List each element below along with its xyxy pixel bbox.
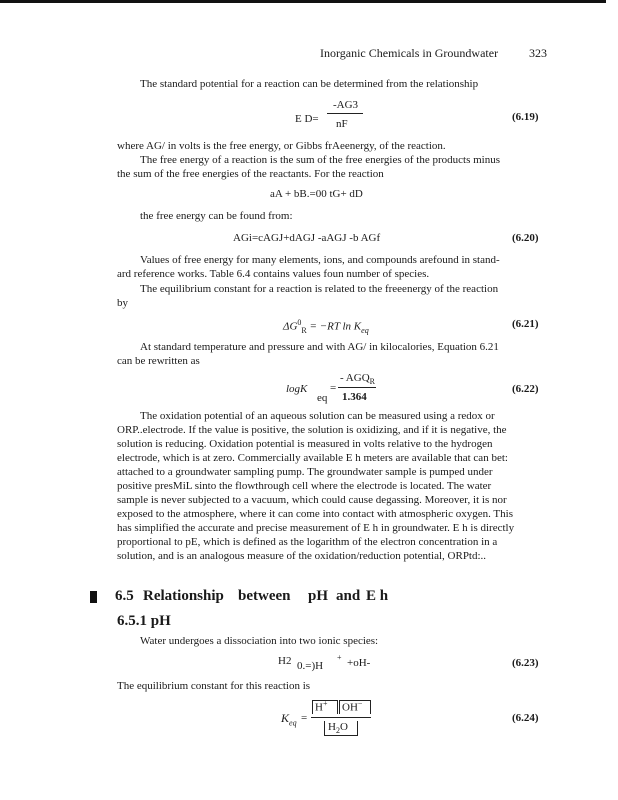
eq-6-19-lhs: E D= [295, 113, 319, 125]
reaction-equation: aA + bB.=00 tG+ dD [270, 188, 363, 200]
eq-6-19-numerator: -AG3 [333, 99, 359, 111]
eq-6-24-dh: H [328, 721, 336, 733]
eq-6-19-denominator: nF [336, 118, 348, 130]
eq-6-24-ohsup: − [357, 699, 363, 708]
eq-6-23-left: H2 [278, 655, 292, 667]
eq-6-24-n1 [315, 699, 327, 714]
paragraph-text: where AG/ in volts is the free energy, or Gibbs frAeenergy, of the reaction. [117, 140, 446, 152]
eq-6-24-hsup: + [322, 699, 328, 708]
section-title-word: and [336, 588, 361, 604]
running-title: Inorganic Chemicals in Groundwater [320, 46, 499, 60]
eq-number: (6.23) [512, 657, 539, 669]
section-marker [90, 591, 97, 603]
paragraph-line: positive presMiL sinto the flowthrough cell where the electrode is located. The water [117, 480, 492, 492]
section-title-word: E h [366, 588, 389, 604]
paragraph-text: The free energy of a reaction is the sum of the free energies of the products minus [140, 154, 501, 166]
paragraph-line: exposed to the atmosphere, where it can come into contact with atmospheric oxygen. This [117, 508, 513, 520]
paragraph-line: solution is reducing. Oxidation potential is measured in volts relative to the hydrogen [117, 438, 493, 450]
eq-number: (6.22) [512, 383, 539, 395]
paragraph-line: sample is never subjected to a vacuum, which could cause degassing. Moreover, it is nor [117, 494, 507, 506]
eq-6-21-rhs: = −RT ln K [309, 320, 362, 333]
fraction-bar [311, 717, 371, 718]
paragraph-text: The equilibrium constant for a reaction is related to the freeenergy of the reaction [140, 283, 499, 295]
eq-6-24-lhs [281, 711, 297, 727]
eq-6-21-sup: 0 [297, 318, 302, 327]
top-rule [0, 0, 606, 3]
eq-6-20: AGi=cAGJ+dAGJ -aAGJ -b AGf [233, 232, 381, 244]
eq-6-22-logk: logK [286, 383, 308, 395]
paragraph-line: attached to a groundwater sampling pump. The groundwater sample is pumped under [117, 466, 493, 478]
paragraph-line: has simplified the accurate and precise measurement of E h in groundwater. E h is directly [117, 522, 515, 534]
paragraph-text: the sum of the free energies of the reactants. For the reaction [117, 168, 384, 180]
paragraph-text: the free energy can be found from: [140, 210, 293, 222]
paragraph-text: Values of free energy for many elements, ions, and compounds arefound in stand- [140, 254, 500, 266]
fraction-bar [338, 387, 376, 388]
eq-6-22-numerator [340, 372, 375, 386]
eq-6-24-k: K [281, 711, 290, 725]
eq-6-21-ksub: eq [361, 325, 369, 335]
section-number: 6.5 [115, 588, 134, 604]
eq-number: (6.21) [512, 318, 539, 330]
eq-6-22-numsub: R [369, 377, 375, 387]
subsection-heading: 6.5.1 pH [117, 613, 171, 629]
eq-number: (6.19) [512, 111, 539, 123]
eq-6-24-n2 [342, 699, 362, 714]
paragraph-text: ard reference works. Table 6.4 contains values foun number of species. [117, 268, 430, 280]
eq-6-21-lhs: ΔG [283, 320, 298, 333]
eq-number: (6.24) [512, 712, 539, 724]
paragraph-line: proportional to pE, which is defined as the logarithm of the electron concentration in a [117, 536, 498, 548]
paragraph-text: At standard temperature and pressure and with AG/ in kilocalories, Equation 6.21 [140, 341, 499, 353]
eq-6-24-oh: OH [342, 701, 358, 714]
eq-6-24-dsub: 2 [335, 726, 340, 736]
eq-6-22-sub: eq [317, 392, 328, 404]
eq-6-23-right: +oH- [347, 657, 371, 669]
eq-6-23-mid: 0.=)H [297, 660, 324, 672]
section-title-word: Relationship [143, 588, 224, 604]
paragraph-text: Water undergoes a dissociation into two ionic species: [140, 635, 379, 647]
section-title-word: pH [308, 588, 329, 604]
paragraph-line: The oxidation potential of an aqueous solution can be measured using a redox or [140, 410, 495, 422]
eq-6-22-denominator: 1.364 [342, 391, 367, 403]
paragraph-line: electrode, which is at zero. Commercially available E h meters are available that can bet: [117, 452, 508, 464]
eq-6-22-lhs [286, 383, 307, 395]
paragraph-text: The equilibrium constant for this reaction is [117, 680, 311, 692]
eq-6-23-sup: + [337, 653, 342, 662]
paragraph-text: can be rewritten as [117, 355, 200, 367]
paragraph-line: solution, and is an analogous measure of the oxidation/reduction potential, ORPtd:.. [117, 550, 487, 562]
eq-number: (6.20) [512, 232, 539, 244]
eq-6-21-sub: R [301, 325, 307, 335]
eq-6-24-den [328, 721, 348, 735]
equals-sign: = [301, 712, 308, 724]
fraction-bar [327, 113, 363, 114]
equals-sign: = [330, 382, 337, 394]
eq-6-24-h: H [315, 701, 323, 714]
eq-6-24-do: O [339, 721, 348, 733]
section-title-word: between [238, 588, 291, 604]
paragraph-text: by [117, 297, 128, 309]
paragraph-line: ORP..electrode. If the value is positive, the solution is oxidizing, and if it is negative, the [117, 424, 507, 436]
eq-6-24-ksub: eq [289, 718, 297, 728]
eq-6-21 [283, 318, 369, 335]
page-number: 323 [529, 46, 547, 60]
paragraph-text: The standard potential for a reaction can be determined from the relationship [140, 78, 479, 90]
eq-6-22-num: - AGQ [340, 372, 370, 384]
